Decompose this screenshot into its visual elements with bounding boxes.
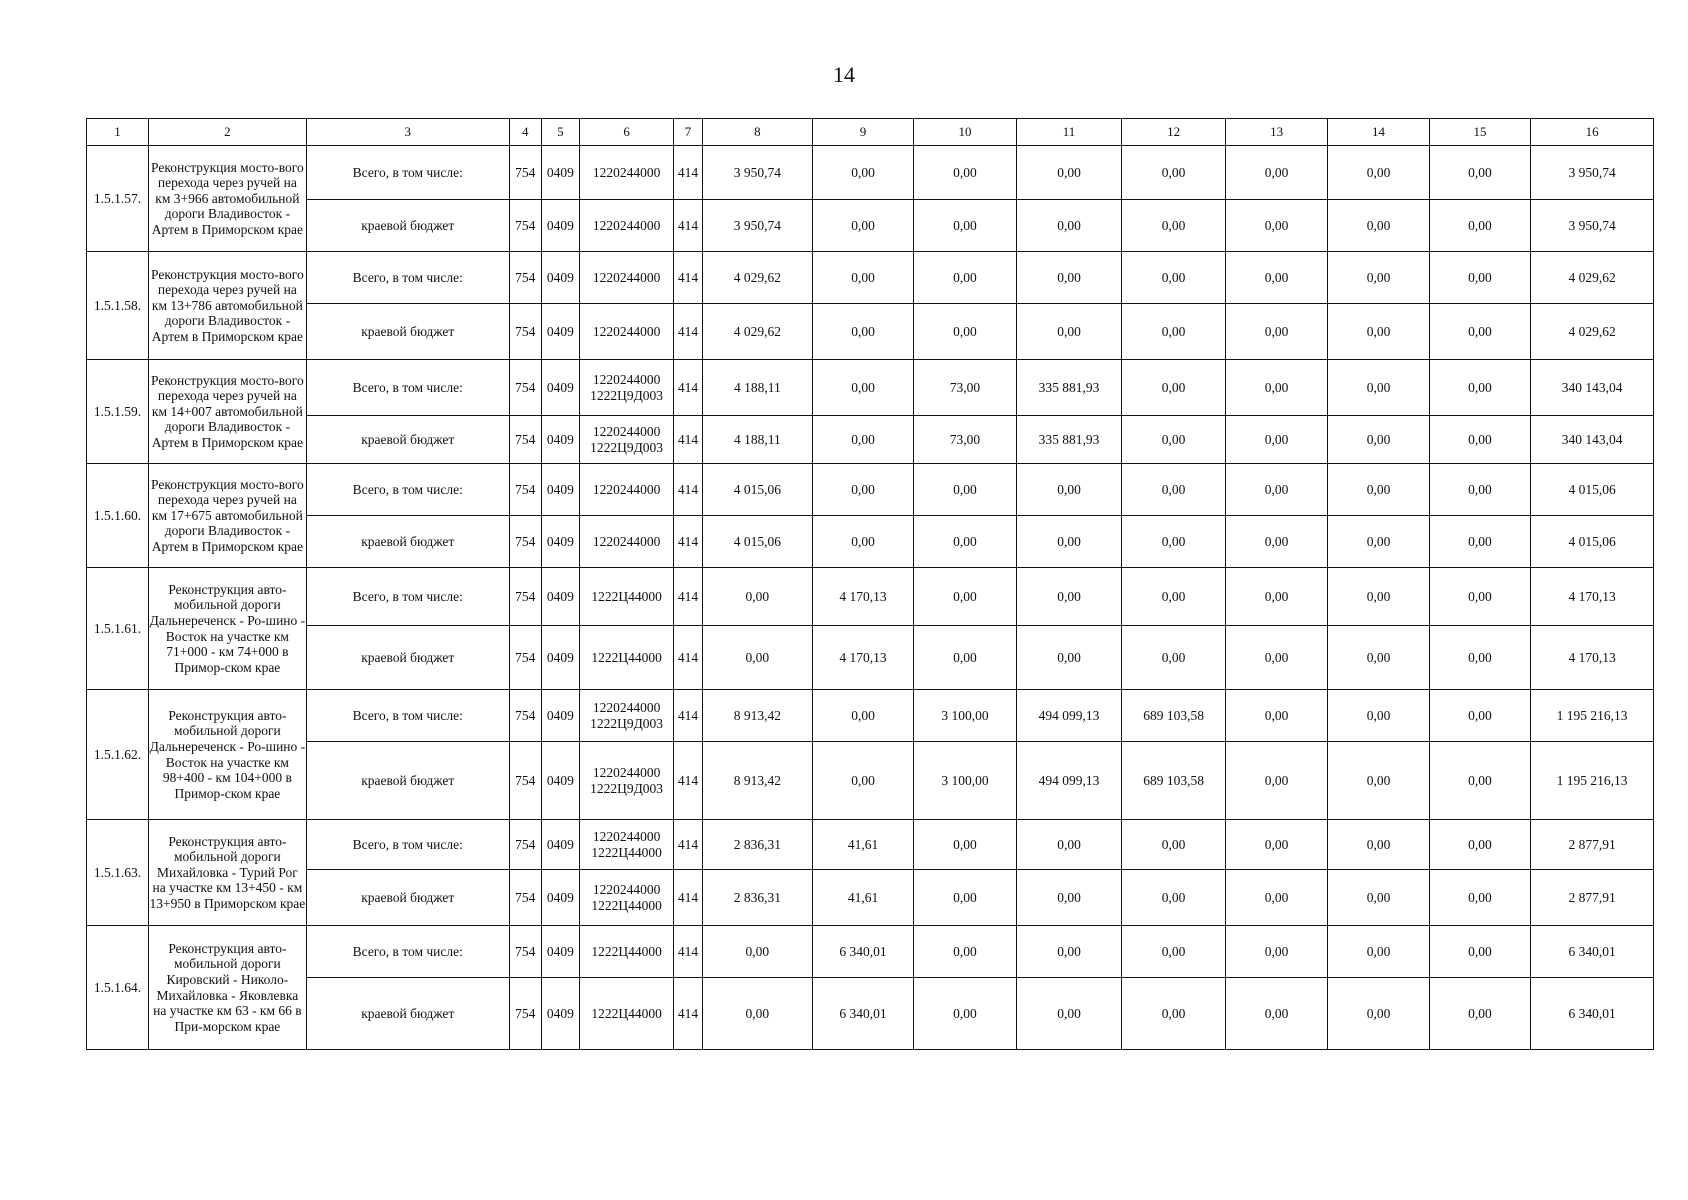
column-header: 6: [580, 119, 674, 146]
amount-cell: 0,00: [1328, 820, 1429, 870]
admin-code: 754: [509, 870, 541, 926]
amount-cell: 0,00: [1429, 516, 1530, 568]
article-code-line: 1220244000: [592, 828, 661, 844]
amount-cell: 0,00: [1429, 870, 1530, 926]
amount-cell: 4 029,62: [702, 252, 812, 304]
admin-code: 754: [509, 516, 541, 568]
item-number: 1.5.1.58.: [87, 252, 149, 360]
amount-cell: 4 015,06: [702, 464, 812, 516]
article-code-line: 1220244000: [592, 699, 661, 715]
amount-cell: 3 100,00: [914, 742, 1016, 820]
expense-type-code: 414: [674, 416, 703, 464]
article-code-line: 1222Ц44000: [591, 897, 662, 913]
amount-cell: 0,00: [914, 146, 1016, 200]
amount-cell: 0,00: [812, 416, 913, 464]
amount-cell: 0,00: [1429, 978, 1530, 1050]
table-row: [87, 926, 1654, 978]
admin-code: 754: [509, 926, 541, 978]
admin-code: 754: [509, 742, 541, 820]
target-article-code: [580, 626, 674, 690]
section-code: 0409: [541, 304, 579, 360]
target-article-code: [580, 200, 674, 252]
table-row: [87, 820, 1654, 870]
target-article-code: [580, 252, 674, 304]
article-code-line: 1222Ц44000: [591, 844, 662, 860]
amount-cell: 4 188,11: [702, 416, 812, 464]
amount-cell: 0,00: [1429, 626, 1530, 690]
expense-type-code: 414: [674, 870, 703, 926]
amount-cell: 4 188,11: [702, 360, 812, 416]
section-code: 0409: [541, 360, 579, 416]
section-code: 0409: [541, 978, 579, 1050]
amount-cell: 0,00: [812, 304, 913, 360]
funding-source: краевой бюджет: [306, 304, 509, 360]
article-code-line: 1220244000: [592, 323, 661, 339]
article-code-line: 1222Ц9Д003: [590, 387, 664, 403]
admin-code: 754: [509, 304, 541, 360]
table-row: [87, 742, 1654, 820]
amount-cell: 1 195 216,13: [1531, 742, 1654, 820]
amount-cell: 0,00: [914, 516, 1016, 568]
amount-cell: 0,00: [1328, 742, 1429, 820]
amount-cell: 494 099,13: [1016, 742, 1122, 820]
amount-cell: 0,00: [1122, 146, 1226, 200]
admin-code: 754: [509, 360, 541, 416]
amount-cell: 0,00: [1225, 742, 1327, 820]
expense-type-code: 414: [674, 516, 703, 568]
item-number: 1.5.1.64.: [87, 926, 149, 1050]
amount-cell: 0,00: [1429, 742, 1530, 820]
target-article-code: [580, 978, 674, 1050]
amount-cell: 0,00: [1016, 304, 1122, 360]
expense-type-code: 414: [674, 568, 703, 626]
amount-cell: 0,00: [914, 926, 1016, 978]
funding-source: краевой бюджет: [306, 870, 509, 926]
item-name: Реконструкция мосто-вого перехода через ручей на км 17+675 автомобильной дороги Владивосток - Артем в Приморском крае: [148, 464, 306, 568]
amount-cell: 0,00: [1429, 690, 1530, 742]
article-code-line: 1222Ц9Д003: [590, 715, 664, 731]
amount-cell: 0,00: [1328, 200, 1429, 252]
column-header: 7: [674, 119, 703, 146]
table-row: [87, 464, 1654, 516]
amount-cell: 335 881,93: [1016, 360, 1122, 416]
target-article-code: [580, 568, 674, 626]
table-row: [87, 360, 1654, 416]
column-header: 2: [148, 119, 306, 146]
amount-cell: 8 913,42: [702, 690, 812, 742]
budget-table: [86, 118, 1654, 1050]
amount-cell: 4 170,13: [1531, 568, 1654, 626]
amount-cell: 3 950,74: [702, 146, 812, 200]
target-article-code: [580, 870, 674, 926]
amount-cell: 0,00: [914, 304, 1016, 360]
expense-type-code: 414: [674, 978, 703, 1050]
amount-cell: 0,00: [914, 820, 1016, 870]
column-header: 8: [702, 119, 812, 146]
item-name: Реконструкция мосто-вого перехода через ручей на км 14+007 автомобильной дороги Владивосток - Артем в Приморском крае: [148, 360, 306, 464]
article-code-line: 1220244000: [592, 881, 661, 897]
amount-cell: 0,00: [1122, 820, 1226, 870]
funding-source: Всего, в том числе:: [306, 568, 509, 626]
amount-cell: 0,00: [1328, 626, 1429, 690]
amount-cell: 2 877,91: [1531, 870, 1654, 926]
table-row: [87, 416, 1654, 464]
table-row: [87, 516, 1654, 568]
amount-cell: 0,00: [1016, 820, 1122, 870]
amount-cell: 0,00: [1429, 200, 1530, 252]
article-code-line: 1220244000: [592, 371, 661, 387]
admin-code: 754: [509, 200, 541, 252]
table-row: [87, 978, 1654, 1050]
section-code: 0409: [541, 870, 579, 926]
amount-cell: 0,00: [1225, 870, 1327, 926]
amount-cell: 8 913,42: [702, 742, 812, 820]
amount-cell: 0,00: [1328, 568, 1429, 626]
column-header: 14: [1328, 119, 1429, 146]
section-code: 0409: [541, 742, 579, 820]
funding-source: краевой бюджет: [306, 978, 509, 1050]
admin-code: 754: [509, 416, 541, 464]
table-row: [87, 568, 1654, 626]
amount-cell: 1 195 216,13: [1531, 690, 1654, 742]
amount-cell: 0,00: [1016, 978, 1122, 1050]
amount-cell: 0,00: [1225, 146, 1327, 200]
amount-cell: 0,00: [914, 978, 1016, 1050]
amount-cell: 0,00: [1122, 568, 1226, 626]
expense-type-code: 414: [674, 304, 703, 360]
amount-cell: 0,00: [1225, 416, 1327, 464]
article-code-line: 1220244000: [592, 481, 661, 497]
amount-cell: 689 103,58: [1122, 742, 1226, 820]
amount-cell: 0,00: [1328, 870, 1429, 926]
amount-cell: 6 340,01: [812, 926, 913, 978]
table-row: [87, 690, 1654, 742]
item-name: Реконструкция авто-мобильной дороги Дальнереченск - Ро-шино - Восток на участке км 98+400 - км 104+000 в Примор-ском крае: [148, 690, 306, 820]
item-name: Реконструкция авто-мобильной дороги Михайловка - Турий Рог на участке км 13+450 - км 13+950 в Приморском крае: [148, 820, 306, 926]
amount-cell: 0,00: [1122, 416, 1226, 464]
column-header: 9: [812, 119, 913, 146]
amount-cell: 0,00: [1122, 360, 1226, 416]
amount-cell: 0,00: [1225, 360, 1327, 416]
section-code: 0409: [541, 626, 579, 690]
item-name: Реконструкция мосто-вого перехода через ручей на км 3+966 автомобильной дороги Владивосток - Артем в Приморском крае: [148, 146, 306, 252]
amount-cell: 340 143,04: [1531, 416, 1654, 464]
amount-cell: 0,00: [1122, 304, 1226, 360]
column-header: 11: [1016, 119, 1122, 146]
amount-cell: 0,00: [1016, 926, 1122, 978]
funding-source: Всего, в том числе:: [306, 360, 509, 416]
amount-cell: 4 015,06: [702, 516, 812, 568]
article-code-line: 1222Ц44000: [591, 1005, 662, 1021]
amount-cell: 0,00: [702, 926, 812, 978]
amount-cell: 0,00: [1122, 200, 1226, 252]
amount-cell: 73,00: [914, 360, 1016, 416]
section-code: 0409: [541, 690, 579, 742]
amount-cell: 0,00: [1016, 146, 1122, 200]
amount-cell: 0,00: [1016, 516, 1122, 568]
target-article-code: [580, 516, 674, 568]
target-article-code: [580, 146, 674, 200]
article-code-line: 1222Ц44000: [591, 588, 662, 604]
funding-source: Всего, в том числе:: [306, 146, 509, 200]
column-header: 10: [914, 119, 1016, 146]
admin-code: 754: [509, 690, 541, 742]
amount-cell: 3 100,00: [914, 690, 1016, 742]
target-article-code: [580, 926, 674, 978]
funding-source: краевой бюджет: [306, 626, 509, 690]
amount-cell: 0,00: [702, 568, 812, 626]
amount-cell: 0,00: [1429, 820, 1530, 870]
amount-cell: 0,00: [1328, 304, 1429, 360]
amount-cell: 0,00: [1328, 252, 1429, 304]
item-name: Реконструкция авто-мобильной дороги Кировский - Николо-Михайловка - Яковлевка на участке км 63 - км 66 в При-морском крае: [148, 926, 306, 1050]
amount-cell: 3 950,74: [1531, 146, 1654, 200]
admin-code: 754: [509, 146, 541, 200]
target-article-code: [580, 360, 674, 416]
amount-cell: 0,00: [1225, 926, 1327, 978]
amount-cell: 0,00: [1328, 360, 1429, 416]
amount-cell: 0,00: [1429, 926, 1530, 978]
expense-type-code: 414: [674, 464, 703, 516]
column-header: 3: [306, 119, 509, 146]
amount-cell: 2 836,31: [702, 820, 812, 870]
article-code-line: 1220244000: [592, 164, 661, 180]
amount-cell: 0,00: [1225, 516, 1327, 568]
amount-cell: 4 029,62: [702, 304, 812, 360]
amount-cell: 4 170,13: [812, 568, 913, 626]
amount-cell: 0,00: [1122, 516, 1226, 568]
funding-source: краевой бюджет: [306, 516, 509, 568]
column-header: 4: [509, 119, 541, 146]
amount-cell: 0,00: [1016, 568, 1122, 626]
funding-source: краевой бюджет: [306, 416, 509, 464]
column-header: 15: [1429, 119, 1530, 146]
article-code-line: 1220244000: [592, 423, 661, 439]
table-body: [87, 146, 1654, 1050]
admin-code: 754: [509, 464, 541, 516]
amount-cell: 0,00: [1122, 926, 1226, 978]
target-article-code: [580, 304, 674, 360]
amount-cell: 0,00: [1429, 416, 1530, 464]
amount-cell: 0,00: [812, 146, 913, 200]
item-number: 1.5.1.61.: [87, 568, 149, 690]
funding-source: Всего, в том числе:: [306, 690, 509, 742]
funding-source: Всего, в том числе:: [306, 464, 509, 516]
amount-cell: 0,00: [1225, 304, 1327, 360]
column-header: 1: [87, 119, 149, 146]
table-row: [87, 870, 1654, 926]
amount-cell: 0,00: [812, 516, 913, 568]
column-header: 12: [1122, 119, 1226, 146]
column-header: 16: [1531, 119, 1654, 146]
amount-cell: 0,00: [1016, 252, 1122, 304]
section-code: 0409: [541, 464, 579, 516]
amount-cell: 0,00: [812, 360, 913, 416]
section-code: 0409: [541, 252, 579, 304]
target-article-code: [580, 416, 674, 464]
amount-cell: 0,00: [812, 464, 913, 516]
amount-cell: 0,00: [1016, 870, 1122, 926]
amount-cell: 0,00: [1225, 626, 1327, 690]
amount-cell: 340 143,04: [1531, 360, 1654, 416]
amount-cell: 0,00: [914, 200, 1016, 252]
admin-code: 754: [509, 820, 541, 870]
section-code: 0409: [541, 926, 579, 978]
expense-type-code: 414: [674, 926, 703, 978]
item-number: 1.5.1.57.: [87, 146, 149, 252]
amount-cell: 494 099,13: [1016, 690, 1122, 742]
amount-cell: 0,00: [914, 568, 1016, 626]
article-code-line: 1220244000: [592, 764, 661, 780]
section-code: 0409: [541, 146, 579, 200]
amount-cell: 0,00: [1225, 690, 1327, 742]
section-code: 0409: [541, 820, 579, 870]
expense-type-code: 414: [674, 200, 703, 252]
amount-cell: 0,00: [1122, 870, 1226, 926]
target-article-code: [580, 820, 674, 870]
amount-cell: 689 103,58: [1122, 690, 1226, 742]
article-code-line: 1220244000: [592, 533, 661, 549]
amount-cell: 0,00: [1225, 252, 1327, 304]
table-row: [87, 304, 1654, 360]
amount-cell: 0,00: [1328, 516, 1429, 568]
target-article-code: [580, 690, 674, 742]
amount-cell: 41,61: [812, 870, 913, 926]
admin-code: 754: [509, 252, 541, 304]
amount-cell: 0,00: [1016, 200, 1122, 252]
article-code-line: 1220244000: [592, 269, 661, 285]
article-code-line: 1222Ц9Д003: [590, 780, 664, 796]
column-header: 13: [1225, 119, 1327, 146]
amount-cell: 0,00: [1225, 978, 1327, 1050]
amount-cell: 6 340,01: [1531, 926, 1654, 978]
admin-code: 754: [509, 626, 541, 690]
admin-code: 754: [509, 568, 541, 626]
amount-cell: 2 877,91: [1531, 820, 1654, 870]
amount-cell: 0,00: [812, 200, 913, 252]
amount-cell: 0,00: [1328, 926, 1429, 978]
amount-cell: 0,00: [1429, 360, 1530, 416]
amount-cell: 4 015,06: [1531, 464, 1654, 516]
expense-type-code: 414: [674, 626, 703, 690]
article-code-line: 1220244000: [592, 217, 661, 233]
expense-type-code: 414: [674, 742, 703, 820]
column-header: 5: [541, 119, 579, 146]
funding-source: Всего, в том числе:: [306, 926, 509, 978]
item-number: 1.5.1.60.: [87, 464, 149, 568]
amount-cell: 0,00: [1429, 464, 1530, 516]
section-code: 0409: [541, 200, 579, 252]
amount-cell: 0,00: [1429, 568, 1530, 626]
amount-cell: 3 950,74: [702, 200, 812, 252]
expense-type-code: 414: [674, 146, 703, 200]
table-row: [87, 146, 1654, 200]
amount-cell: 0,00: [1122, 464, 1226, 516]
target-article-code: [580, 742, 674, 820]
table-row: [87, 252, 1654, 304]
section-code: 0409: [541, 568, 579, 626]
amount-cell: 0,00: [914, 464, 1016, 516]
amount-cell: 0,00: [812, 252, 913, 304]
page-number: 14: [833, 62, 855, 87]
amount-cell: 0,00: [1328, 146, 1429, 200]
amount-cell: 4 015,06: [1531, 516, 1654, 568]
amount-cell: 0,00: [1122, 626, 1226, 690]
section-code: 0409: [541, 516, 579, 568]
amount-cell: 3 950,74: [1531, 200, 1654, 252]
amount-cell: 0,00: [1225, 464, 1327, 516]
amount-cell: 0,00: [1429, 146, 1530, 200]
expense-type-code: 414: [674, 360, 703, 416]
amount-cell: 0,00: [914, 626, 1016, 690]
amount-cell: 6 340,01: [812, 978, 913, 1050]
amount-cell: 0,00: [702, 978, 812, 1050]
amount-cell: 0,00: [914, 252, 1016, 304]
amount-cell: 0,00: [1328, 690, 1429, 742]
funding-source: краевой бюджет: [306, 200, 509, 252]
expense-type-code: 414: [674, 252, 703, 304]
amount-cell: 335 881,93: [1016, 416, 1122, 464]
article-code-line: 1222Ц44000: [591, 943, 662, 959]
expense-type-code: 414: [674, 820, 703, 870]
amount-cell: 0,00: [1225, 200, 1327, 252]
expense-type-code: 414: [674, 690, 703, 742]
amount-cell: 0,00: [812, 742, 913, 820]
amount-cell: 0,00: [1328, 416, 1429, 464]
target-article-code: [580, 464, 674, 516]
item-name: Реконструкция авто-мобильной дороги Дальнереченск - Ро-шино - Восток на участке км 71+000 - км 74+000 в Примор-ском крае: [148, 568, 306, 690]
amount-cell: 0,00: [914, 870, 1016, 926]
amount-cell: 0,00: [1225, 820, 1327, 870]
amount-cell: 0,00: [1016, 464, 1122, 516]
amount-cell: 0,00: [702, 626, 812, 690]
amount-cell: 0,00: [1328, 978, 1429, 1050]
amount-cell: 0,00: [1016, 626, 1122, 690]
header-row: [87, 119, 1654, 146]
amount-cell: 41,61: [812, 820, 913, 870]
amount-cell: 0,00: [1225, 568, 1327, 626]
item-number: 1.5.1.62.: [87, 690, 149, 820]
amount-cell: 4 170,13: [1531, 626, 1654, 690]
amount-cell: 4 029,62: [1531, 252, 1654, 304]
item-number: 1.5.1.59.: [87, 360, 149, 464]
amount-cell: 2 836,31: [702, 870, 812, 926]
amount-cell: 4 170,13: [812, 626, 913, 690]
funding-source: краевой бюджет: [306, 742, 509, 820]
funding-source: Всего, в том числе:: [306, 252, 509, 304]
amount-cell: 0,00: [1429, 304, 1530, 360]
amount-cell: 0,00: [1122, 252, 1226, 304]
table-row: [87, 200, 1654, 252]
amount-cell: 4 029,62: [1531, 304, 1654, 360]
amount-cell: 0,00: [1328, 464, 1429, 516]
amount-cell: 0,00: [1122, 978, 1226, 1050]
article-code-line: 1222Ц9Д003: [590, 439, 664, 455]
item-number: 1.5.1.63.: [87, 820, 149, 926]
table-row: [87, 626, 1654, 690]
amount-cell: 0,00: [812, 690, 913, 742]
amount-cell: 73,00: [914, 416, 1016, 464]
funding-source: Всего, в том числе:: [306, 820, 509, 870]
section-code: 0409: [541, 416, 579, 464]
admin-code: 754: [509, 978, 541, 1050]
item-name: Реконструкция мосто-вого перехода через ручей на км 13+786 автомобильной дороги Владивосток - Артем в Приморском крае: [148, 252, 306, 360]
article-code-line: 1222Ц44000: [591, 649, 662, 665]
amount-cell: 6 340,01: [1531, 978, 1654, 1050]
amount-cell: 0,00: [1429, 252, 1530, 304]
